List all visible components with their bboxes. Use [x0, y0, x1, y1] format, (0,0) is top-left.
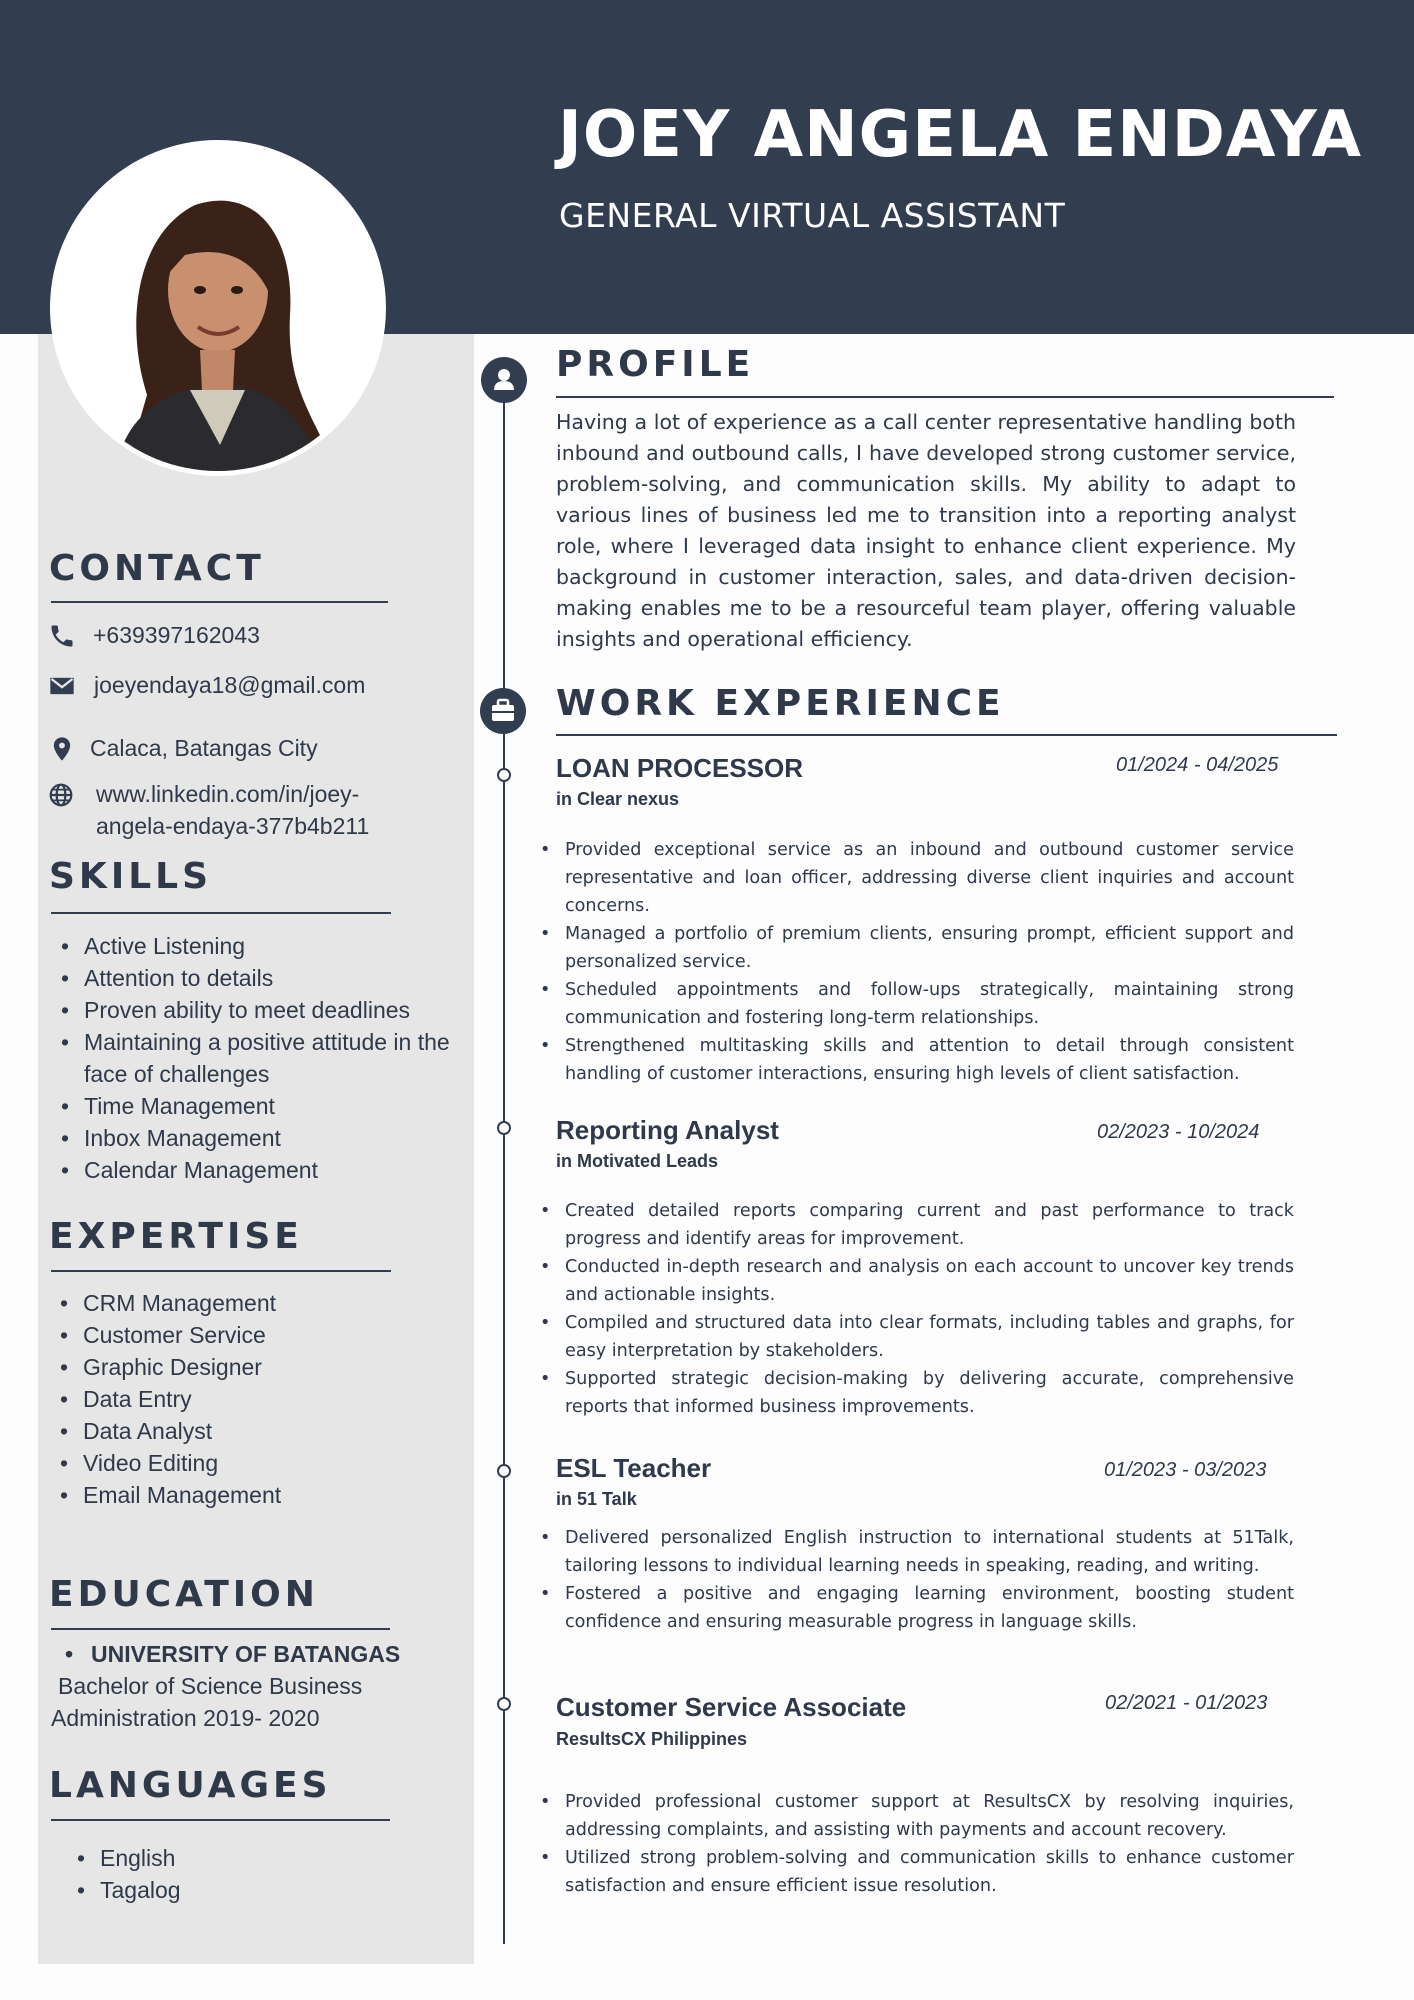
timeline-dot	[497, 1697, 511, 1711]
expertise-list	[56, 1287, 456, 1511]
job-bullets	[536, 836, 1294, 1088]
profile-section-marker	[481, 357, 527, 403]
email-text[interactable]: joeyendaya18@gmail.com	[94, 672, 366, 698]
list-item: • CRM Management	[56, 1287, 456, 1319]
phone-icon	[48, 622, 76, 650]
location-pin-icon	[48, 735, 76, 763]
list-item: • Tagalog	[73, 1874, 373, 1906]
list-item: • Data Analyst	[56, 1415, 456, 1447]
list-item: • Fostered a positive and engaging learning environment, boosting student confidence and ensuring measurable progress in language skills.	[536, 1580, 1294, 1636]
phone-text: +639397162043	[93, 622, 260, 648]
list-item: • Graphic Designer	[56, 1351, 456, 1383]
languages-heading: LANGUAGES	[49, 1765, 332, 1806]
contact-divider	[51, 601, 388, 603]
job-company: ResultsCX Philippines	[556, 1729, 748, 1749]
work-divider	[556, 734, 1337, 736]
skills-divider	[51, 912, 391, 914]
list-item: • Utilized strong problem-solving and communication skills to enhance customer satisfaction and ensure efficient issue resolution.	[536, 1844, 1294, 1900]
work-heading: WORK EXPERIENCE	[556, 683, 1005, 724]
languages-divider	[51, 1819, 390, 1821]
profile-heading: PROFILE	[556, 344, 755, 385]
list-item: • English	[73, 1842, 373, 1874]
job-title: ESL Teacher	[556, 1453, 712, 1483]
linkedin-text-line1[interactable]: www.linkedin.com/in/joey-	[96, 781, 360, 807]
job-bullets	[536, 1524, 1294, 1636]
languages-list	[73, 1842, 373, 1906]
list-item: • Compiled and structured data into clear formats, including tables and graphs, for easy interpretation by stakeholders.	[536, 1309, 1294, 1365]
job-dates: 02/2021 - 01/2023	[1105, 1692, 1268, 1714]
list-item: • Conducted in-depth research and analysis on each account to uncover key trends and actionable insights.	[536, 1253, 1294, 1309]
work-section-marker	[480, 688, 526, 734]
list-item: • Data Entry	[56, 1383, 456, 1415]
list-item: • Time Management	[57, 1090, 467, 1122]
degree-line1: Bachelor of Science Business	[58, 1673, 363, 1699]
timeline-dot	[497, 1464, 511, 1478]
expertise-heading: EXPERTISE	[49, 1216, 303, 1257]
list-item: • Provided professional customer support at ResultsCX by resolving inquiries, addressing complaints, and assisting with payments and account recovery.	[536, 1788, 1294, 1844]
list-item: • Supported strategic decision-making by delivering accurate, comprehensive reports that informed business improvements.	[536, 1365, 1294, 1421]
list-item: • Video Editing	[56, 1447, 456, 1479]
job-bullets	[536, 1788, 1294, 1900]
list-item: • Calendar Management	[57, 1154, 467, 1186]
list-item: • Strengthened multitasking skills and attention to detail through consistent handling of customer interactions, ensuring high levels of client satisfaction.	[536, 1032, 1294, 1088]
job-title: Reporting Analyst	[556, 1115, 779, 1145]
list-item: • Created detailed reports comparing current and past performance to track progress and identify areas for improvement.	[536, 1197, 1294, 1253]
contact-heading: CONTACT	[49, 548, 265, 589]
skills-heading: SKILLS	[49, 856, 213, 897]
briefcase-icon	[480, 688, 526, 734]
list-item: • Maintaining a positive attitude in the face of challenges	[57, 1026, 467, 1090]
list-item: • Customer Service	[56, 1319, 456, 1351]
list-item: • Scheduled appointments and follow-ups strategically, maintaining strong communication and fostering long-term relationships.	[536, 976, 1294, 1032]
location-text: Calaca, Batangas City	[90, 735, 318, 761]
list-item: • Email Management	[56, 1479, 456, 1511]
timeline-dot	[497, 768, 511, 782]
list-item: • Managed a portfolio of premium clients, ensuring prompt, efficient support and personalized service.	[536, 920, 1294, 976]
profile-photo-portrait	[55, 145, 381, 471]
email-icon	[48, 672, 76, 700]
education-entry	[51, 1638, 451, 1734]
job-company: in 51 Talk	[556, 1489, 637, 1509]
job-dates: 01/2023 - 03/2023	[1104, 1459, 1267, 1481]
job-dates: 02/2023 - 10/2024	[1097, 1121, 1260, 1143]
linkedin-text-line2[interactable]: angela-endaya-377b4b211	[96, 813, 370, 839]
education-divider	[51, 1628, 390, 1630]
job-title: LOAN PROCESSOR	[556, 753, 804, 783]
job-bullets	[536, 1197, 1294, 1421]
list-item: • Delivered personalized English instruction to international students at 51Talk, tailoring lessons to individual learning needs in speaking, reading, and writing.	[536, 1524, 1294, 1580]
user-icon	[481, 357, 527, 403]
candidate-name: JOEY ANGELA ENDAYA	[558, 98, 1363, 172]
skills-list	[57, 930, 467, 1186]
list-item: • Attention to details	[57, 962, 467, 994]
list-item: • Active Listening	[57, 930, 467, 962]
school-name: • UNIVERSITY OF BATANGAS	[51, 1638, 451, 1670]
list-item: • Inbox Management	[57, 1122, 467, 1154]
education-heading: EDUCATION	[49, 1574, 319, 1615]
list-item: • Provided exceptional service as an inbound and outbound customer service representative and loan officer, addressing diverse client inquiries and account concerns.	[536, 836, 1294, 920]
job-dates: 01/2024 - 04/2025	[1116, 754, 1279, 776]
job-title: Customer Service Associate	[556, 1692, 907, 1722]
job-company: in Motivated Leads	[556, 1151, 719, 1171]
timeline-dot	[497, 1121, 511, 1135]
profile-photo	[50, 140, 386, 476]
degree-line2: Administration 2019- 2020	[51, 1705, 320, 1731]
candidate-title: GENERAL VIRTUAL ASSISTANT	[559, 196, 1066, 235]
profile-summary: Having a lot of experience as a call center representative handling both inbound and outbound calls, I have developed strong customer service, problem-solving, and communication skills. My ability to adapt to various lines of business led me to transition into a reporting analyst role, where I leveraged data insight to enhance client experience. My background in customer interaction, sales, and data-driven decision-making enables me to be a resourceful team player, offering valuable insights and operational efficiency.	[556, 410, 1296, 651]
globe-icon	[48, 782, 74, 808]
profile-divider	[556, 396, 1334, 398]
job-company: in Clear nexus	[556, 789, 680, 809]
expertise-divider	[51, 1270, 391, 1272]
list-item: • Proven ability to meet deadlines	[57, 994, 467, 1026]
